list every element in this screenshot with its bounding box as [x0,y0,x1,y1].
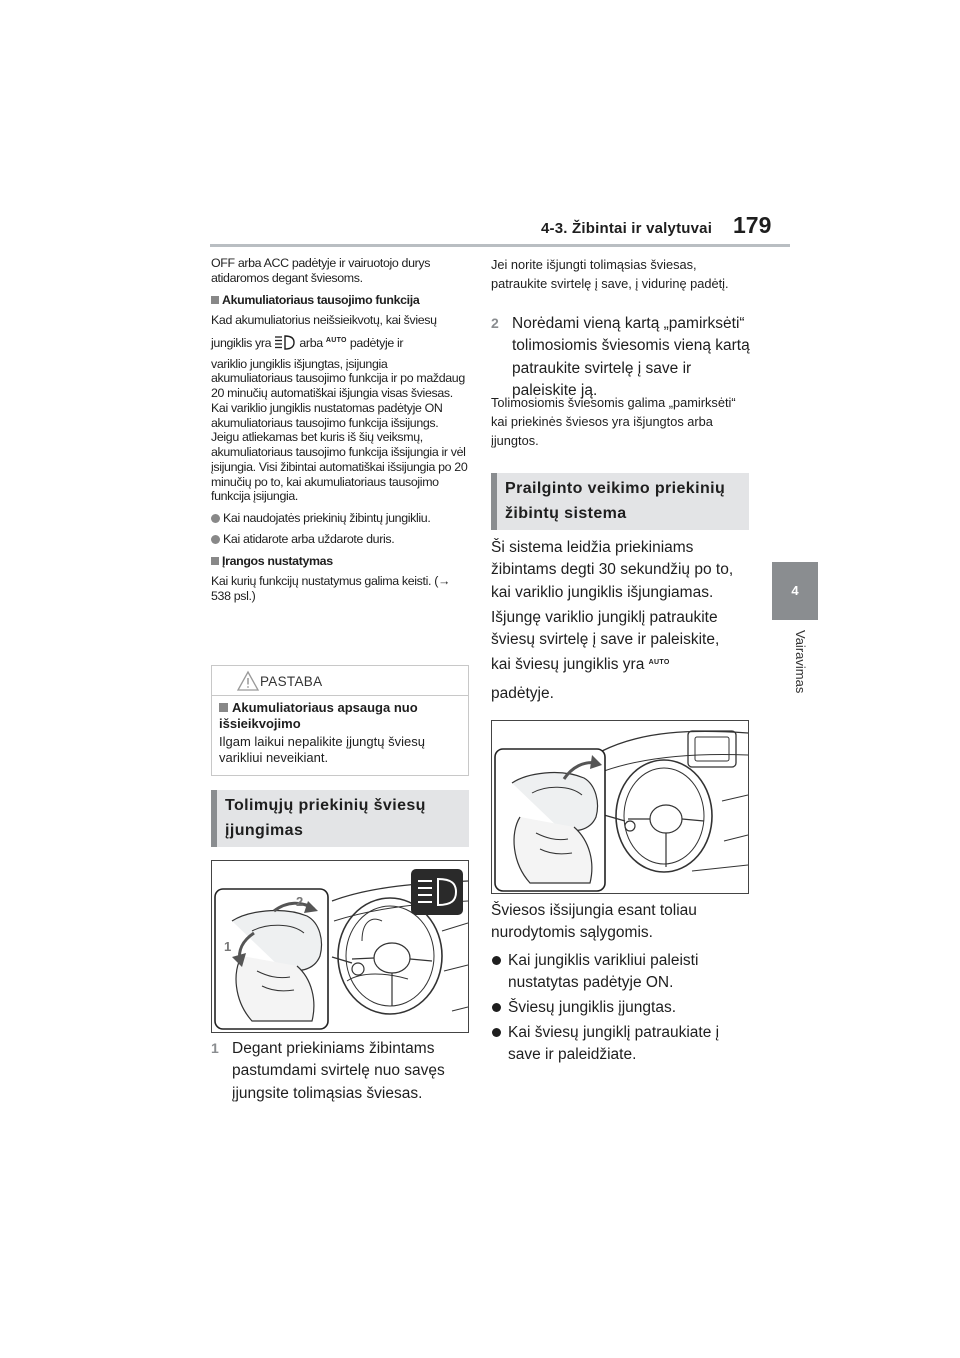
battery-saver-bullet-2: Kai atidarote arba uždarote duris. [211,532,469,546]
square-bullet-icon [219,703,228,712]
battery-saver-body: variklio jungiklis išjungtas, įsijungia akumuliatoriaus tausojimo funkcija ir po maždaug 20 minučių automatiškai išjungia visas šviesas. Kai variklio jungiklis nustatomas padėtyje ON akumuliatoriaus tausojimo funkcija išsijungs. [211,356,465,430]
bullet-dot-icon [492,1003,501,1012]
extended-system-paragraph: Ši sistema leidžia priekiniams žibintams degti 30 sekundžių po to, kai variklio jungiklis išjungiamas. [491,539,734,601]
warning-triangle-icon [236,670,260,692]
intro-paragraph: OFF arba ACC padėtyje ir vairuotojo durys atidaromos degant šviesoms. [211,256,431,286]
page-number: 179 [733,212,772,238]
square-bullet-icon [211,296,219,304]
dashboard-lever-drawing [212,861,468,1032]
figure-label-1: 1 [224,939,232,954]
left-column [211,256,469,604]
section-bar-extended-headlights [491,473,749,530]
step-1-text: Degant priekiniams žibintams pastumdami svirtelę nuo savęs įjungsite tolimąsias šviesas. [232,1040,445,1102]
step-2-number: 2 [491,315,499,331]
chapter-tab-number[interactable]: 4 [772,562,818,620]
section-title-high-beam: Tolimųjų priekinių šviesų įjungimas [225,797,426,839]
step-2-text: Norėdami vieną kartą „pamirksėti“ tolimosiomis šviesomis vieną kartą patraukite svirtelę į save ir paleiskite ją. [512,315,750,400]
bullet-dot-icon [211,535,220,544]
step-2 [491,313,751,403]
step-1 [211,1038,469,1105]
section-title-extended-headlights: Prailginto veikimo priekinių žibintų sistema [505,480,726,522]
battery-saver-line2: jungiklis yra arba AUTO padėtyje ir [211,336,404,351]
off-condition-bullet-3: Kai šviesų jungiklį patraukiate į save ir paleidžiate. [491,1022,753,1067]
battery-saver-bullet-1: Kai naudojatės priekinių žibintų jungikliu. [211,511,469,525]
extended-system-instruction: Išjungę variklio jungiklį patraukite šviesų svirtelę į save ir paleiskite, [491,609,720,649]
right-intro-paragraph: Jei norite išjungti tolimąsias šviesas, patraukite svirtelę į save, į vidurinę padėtį. [491,257,729,291]
bullet-dot-icon [492,956,501,965]
dashboard-pull-drawing [492,721,748,893]
section-header-title: 4-3. Žibintai ir valytuvai [541,220,713,237]
settings-text: Kai kurių funkcijų nustatymus galima keisti. (→ 538 psl.) [211,574,451,604]
off-condition-bullet-2: Šviesų jungiklis įjungtas. [491,997,753,1019]
figure-label-2: 2 [296,894,304,909]
lever-pull-illustration [491,720,749,894]
bullet-dot-icon [492,1028,501,1037]
bullet-dot-icon [211,514,220,523]
high-beam-lever-illustration [211,860,469,1033]
notice-header [212,666,468,696]
section-bar-high-beam [211,790,469,847]
flash-note: Tolimosiomis šviesomis galima „pamirksėti“ kai priekinės šviesos yra išjungtos arba įjungtos. [491,395,736,448]
auto-icon: AUTO [325,337,347,345]
step-1-number: 1 [211,1040,219,1056]
extended-system-instruction-3: padėtyje. [491,685,554,702]
notice-text: Ilgam laikui nepalikite įjungtų šviesų varikliui neveikiant. [219,734,425,765]
auto-icon: AUTO [648,659,670,666]
settings-heading: Įrangos nustatymas [211,554,469,568]
battery-saver-heading: Akumuliatoriaus tausojimo funkcija [211,293,469,307]
header-divider [210,244,790,247]
chapter-tab-label: Vairavimas [793,630,808,694]
square-bullet-icon [211,557,219,565]
battery-saver-body-2: Jeigu atliekamas bet kuris iš šių veiksmų, akumuliatoriaus tausojimo funkcija išsijungia ir vėl įsijungia. Visi žibintai automatiškai išsijungia po 20 minučių po to, kai akumuliatoriaus tausojimo funkcija įsijungia. [211,430,468,504]
off-conditions-text: Šviesos išsijungia esant toliau nurodytomis sąlygomis. [491,902,697,942]
notice-title: Akumuliatoriaus apsauga nuo išsieikvojimo [219,700,418,731]
notice-label: PASTABA [260,674,323,689]
headlight-icon [274,334,296,351]
battery-saver-line1: Kad akumuliatorius neišsieikvotų, kai šviesų [211,313,437,328]
notice-box [211,665,469,776]
extended-system-instruction-2: kai šviesų jungiklis yra AUTO [491,656,670,673]
off-condition-bullet-1: Kai jungiklis varikliui paleisti nustatytas padėtyje ON. [491,950,753,995]
